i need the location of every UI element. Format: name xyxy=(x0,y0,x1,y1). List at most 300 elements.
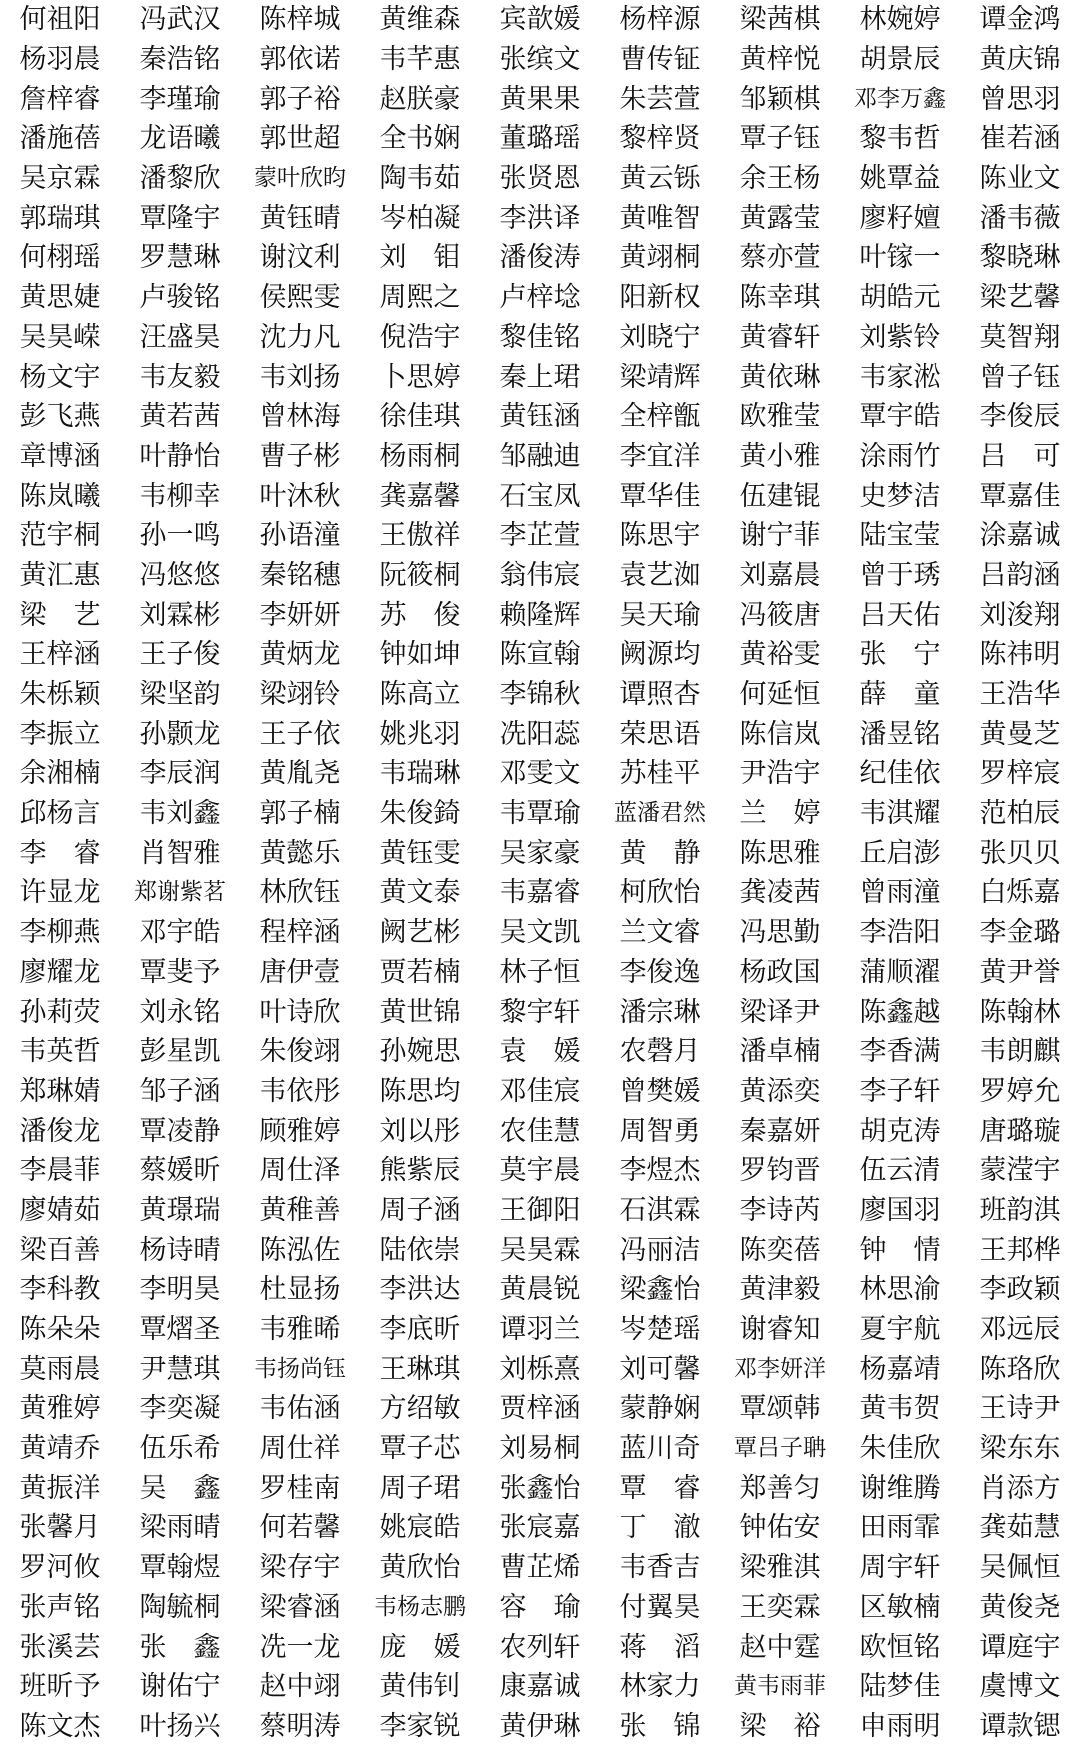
name-cell: 陈思宇 xyxy=(619,520,701,552)
name-cell: 潘昱铭 xyxy=(859,718,941,750)
name-cell: 刘以彤 xyxy=(379,1115,461,1147)
name-cell: 肖添方 xyxy=(979,1472,1061,1504)
name-cell: 肖智雅 xyxy=(139,837,221,869)
name-cell: 谢维腾 xyxy=(859,1472,941,1504)
name-cell: 梁坚韵 xyxy=(139,679,221,711)
name-cell: 农佳慧 xyxy=(499,1115,581,1147)
name-cell: 杨嘉靖 xyxy=(859,1353,941,1385)
name-cell: 黄唯智 xyxy=(619,202,701,234)
name-cell: 邹颖棋 xyxy=(739,83,821,115)
name-cell: 韦扬尚钰 xyxy=(254,1355,346,1382)
name-cell: 黄津毅 xyxy=(739,1274,821,1306)
name-cell: 章博涵 xyxy=(19,440,101,472)
name-cell: 蔡亦萱 xyxy=(739,242,821,274)
name-cell: 梁茜棋 xyxy=(739,4,821,36)
name-cell: 胡皓元 xyxy=(859,282,941,314)
name-cell: 李明昊 xyxy=(139,1274,221,1306)
name-cell: 唐璐璇 xyxy=(979,1115,1061,1147)
name-cell: 覃翰煜 xyxy=(139,1552,221,1584)
name-cell: 李俊辰 xyxy=(979,401,1061,433)
name-cell: 黄翊桐 xyxy=(619,242,701,274)
name-cell: 杜显扬 xyxy=(259,1274,341,1306)
name-cell: 董璐瑶 xyxy=(499,123,581,155)
name-cell: 伍建锟 xyxy=(739,480,821,512)
name-cell: 杨羽晨 xyxy=(19,44,101,76)
name-cell: 韦杨志鹏 xyxy=(374,1593,466,1620)
name-cell: 蒋 滔 xyxy=(619,1631,701,1663)
name-cell: 庞 媛 xyxy=(379,1631,461,1663)
name-cell: 黄文泰 xyxy=(379,877,461,909)
name-cell: 杨梓源 xyxy=(619,4,701,36)
name-cell: 朱芸萱 xyxy=(619,83,701,115)
name-cell: 潘韦薇 xyxy=(979,202,1061,234)
name-cell: 周熙之 xyxy=(379,282,461,314)
name-cell: 朱栎颖 xyxy=(19,679,101,711)
name-cell: 欧恒铭 xyxy=(859,1631,941,1663)
name-cell: 刘永铭 xyxy=(139,996,221,1028)
name-cell: 曹子彬 xyxy=(259,440,341,472)
name-cell: 吴佩恒 xyxy=(979,1552,1061,1584)
name-cell: 范宇桐 xyxy=(19,520,101,552)
name-cell: 赖隆辉 xyxy=(499,599,581,631)
name-cell: 蒲顺濯 xyxy=(859,956,941,988)
name-cell: 冼一龙 xyxy=(259,1631,341,1663)
name-cell: 班韵淇 xyxy=(979,1194,1061,1226)
name-cell: 罗钧晋 xyxy=(739,1155,821,1187)
name-cell: 阳新权 xyxy=(619,282,701,314)
name-cell: 程梓涵 xyxy=(259,917,341,949)
name-cell: 伍乐希 xyxy=(139,1433,221,1465)
name-cell: 孙语潼 xyxy=(259,520,341,552)
name-cell: 阙艺彬 xyxy=(379,917,461,949)
name-cell: 曾子钰 xyxy=(979,361,1061,393)
name-cell: 王子俊 xyxy=(139,639,221,671)
name-cell: 李奕凝 xyxy=(139,1393,221,1425)
name-cell: 蓝川奇 xyxy=(619,1433,701,1465)
name-cell: 吴天瑜 xyxy=(619,599,701,631)
name-cell: 王傲祥 xyxy=(379,520,461,552)
name-cell: 黄钰雯 xyxy=(379,837,461,869)
name-cell: 曹芷烯 xyxy=(499,1552,581,1584)
name-cell: 蔡明涛 xyxy=(259,1710,341,1742)
name-cell: 邓宇皓 xyxy=(139,917,221,949)
name-cell: 吴昊嵘 xyxy=(19,321,101,353)
name-cell: 陈高立 xyxy=(379,679,461,711)
name-cell: 黄韦贺 xyxy=(859,1393,941,1425)
name-cell: 张缤文 xyxy=(499,44,581,76)
name-cell: 兰文睿 xyxy=(619,917,701,949)
name-cell: 李柳燕 xyxy=(19,917,101,949)
name-cell: 吴 鑫 xyxy=(139,1472,221,1504)
name-cell: 黄庆锦 xyxy=(979,44,1061,76)
name-cell: 陈业文 xyxy=(979,163,1061,195)
name-cell: 梁鑫怡 xyxy=(619,1274,701,1306)
name-cell: 黄露莹 xyxy=(739,202,821,234)
name-cell: 张馨月 xyxy=(19,1512,101,1544)
name-cell: 刘霖彬 xyxy=(139,599,221,631)
name-cell: 方绍敏 xyxy=(379,1393,461,1425)
name-cell: 周宇轩 xyxy=(859,1552,941,1584)
name-cell: 蒙叶欣昀 xyxy=(254,165,346,192)
name-cell: 韦嘉睿 xyxy=(499,877,581,909)
name-cell: 黄俊尧 xyxy=(979,1591,1061,1623)
name-cell: 黄靖乔 xyxy=(19,1433,101,1465)
name-cell: 陈泓佐 xyxy=(259,1234,341,1266)
name-cell: 郑谢紫茗 xyxy=(134,879,226,906)
name-cell: 曹传钲 xyxy=(619,44,701,76)
name-cell: 陆梦佳 xyxy=(859,1671,941,1703)
name-cell: 刘嘉晨 xyxy=(739,559,821,591)
name-cell: 农列轩 xyxy=(499,1631,581,1663)
name-cell: 陈宣翰 xyxy=(499,639,581,671)
name-cell: 邓李万鑫 xyxy=(854,85,946,112)
name-cell: 黄 静 xyxy=(619,837,701,869)
name-cell: 梁靖辉 xyxy=(619,361,701,393)
name-cell: 阙源均 xyxy=(619,639,701,671)
name-cell: 邱杨言 xyxy=(19,798,101,830)
name-cell: 柯欣怡 xyxy=(619,877,701,909)
name-cell: 张贝贝 xyxy=(979,837,1061,869)
name-cell: 刘浚翔 xyxy=(979,599,1061,631)
name-cell: 黄果果 xyxy=(499,83,581,115)
name-cell: 刘可馨 xyxy=(619,1353,701,1385)
name-cell: 黄汇惠 xyxy=(19,559,101,591)
name-cell: 梁 艺 xyxy=(19,599,101,631)
name-cell: 杨文宇 xyxy=(19,361,101,393)
name-cell: 卢梓埝 xyxy=(499,282,581,314)
name-cell: 杨政国 xyxy=(739,956,821,988)
name-cell: 陈珞欣 xyxy=(979,1353,1061,1385)
name-cell: 朱佳欣 xyxy=(859,1433,941,1465)
name-cell: 熊紫辰 xyxy=(379,1155,461,1187)
name-cell: 李底昕 xyxy=(379,1314,461,1346)
name-cell: 黄睿轩 xyxy=(739,321,821,353)
name-cell: 李科教 xyxy=(19,1274,101,1306)
name-cell: 秦嘉妍 xyxy=(739,1115,821,1147)
name-cell: 秦铭穗 xyxy=(259,559,341,591)
name-cell: 林家力 xyxy=(619,1671,701,1703)
name-cell: 沈力凡 xyxy=(259,321,341,353)
name-cell: 薛 童 xyxy=(859,679,941,711)
name-cell: 覃斐予 xyxy=(139,956,221,988)
name-cell: 梁睿涵 xyxy=(259,1591,341,1623)
name-cell: 赵中霆 xyxy=(739,1631,821,1663)
name-cell: 翁伟宸 xyxy=(499,559,581,591)
name-cell: 梁 裕 xyxy=(739,1710,821,1742)
name-cell: 邓雯文 xyxy=(499,758,581,790)
name-cell: 覃嘉佳 xyxy=(979,480,1061,512)
name-cell: 兰 婷 xyxy=(739,798,821,830)
name-cell: 阮筱桐 xyxy=(379,559,461,591)
name-cell: 陆依崇 xyxy=(379,1234,461,1266)
name-cell: 孙莉荧 xyxy=(19,996,101,1028)
name-cell: 容 瑜 xyxy=(499,1591,581,1623)
name-cell: 孙一鸣 xyxy=(139,520,221,552)
name-cell: 廖婧茹 xyxy=(19,1194,101,1226)
name-cell: 黄胤尧 xyxy=(259,758,341,790)
name-cell: 王子依 xyxy=(259,718,341,750)
name-cell: 吕天佑 xyxy=(859,599,941,631)
name-cell: 卜思婷 xyxy=(379,361,461,393)
name-cell: 郭子楠 xyxy=(259,798,341,830)
name-cell: 黄尹誉 xyxy=(979,956,1061,988)
name-cell: 杨雨桐 xyxy=(379,440,461,472)
name-cell: 余湘楠 xyxy=(19,758,101,790)
name-cell: 秦浩铭 xyxy=(139,44,221,76)
name-cell: 岑楚瑶 xyxy=(619,1314,701,1346)
name-cell: 杨诗晴 xyxy=(139,1234,221,1266)
name-cell: 姚覃益 xyxy=(859,163,941,195)
name-cell: 欧雅莹 xyxy=(739,401,821,433)
name-cell: 彭飞燕 xyxy=(19,401,101,433)
name-cell: 李辰润 xyxy=(139,758,221,790)
name-cell: 陈奕蓓 xyxy=(739,1234,821,1266)
name-cell: 邓远辰 xyxy=(979,1314,1061,1346)
name-cell: 李晨菲 xyxy=(19,1155,101,1187)
name-cell: 林子恒 xyxy=(499,956,581,988)
name-cell: 林婉婷 xyxy=(859,4,941,36)
name-cell: 梁艺馨 xyxy=(979,282,1061,314)
name-cell: 尹慧琪 xyxy=(139,1353,221,1385)
name-cell: 蒙滢宇 xyxy=(979,1155,1061,1187)
name-cell: 韦刘鑫 xyxy=(139,798,221,830)
name-cell: 彭星凯 xyxy=(139,1036,221,1068)
name-cell: 王邦桦 xyxy=(979,1234,1061,1266)
name-cell: 黄维森 xyxy=(379,4,461,36)
name-cell: 韦佑涵 xyxy=(259,1393,341,1425)
name-cell: 丁 澈 xyxy=(619,1512,701,1544)
name-cell: 侯熙雯 xyxy=(259,282,341,314)
name-cell: 曾樊媛 xyxy=(619,1075,701,1107)
name-cell: 顾雅婷 xyxy=(259,1115,341,1147)
name-cell: 王诗尹 xyxy=(979,1393,1061,1425)
name-cell: 覃华佳 xyxy=(619,480,701,512)
name-cell: 韦雅晞 xyxy=(259,1314,341,1346)
name-cell: 韦友毅 xyxy=(139,361,221,393)
name-cell: 蒙静娴 xyxy=(619,1393,701,1425)
name-cell: 全梓甑 xyxy=(619,401,701,433)
name-cell: 张 鑫 xyxy=(139,1631,221,1663)
name-cell: 李香满 xyxy=(859,1036,941,1068)
name-cell: 孙婉思 xyxy=(379,1036,461,1068)
name-cell: 冯丽洁 xyxy=(619,1234,701,1266)
name-cell: 潘施蓓 xyxy=(19,123,101,155)
name-cell: 黄钰晴 xyxy=(259,202,341,234)
name-cell: 张宸嘉 xyxy=(499,1512,581,1544)
name-cell: 黎韦哲 xyxy=(859,123,941,155)
name-cell: 黄若茜 xyxy=(139,401,221,433)
name-cell: 梁百善 xyxy=(19,1234,101,1266)
name-cell: 冯筱唐 xyxy=(739,599,821,631)
name-cell: 吴文凯 xyxy=(499,917,581,949)
name-cell: 黄炳龙 xyxy=(259,639,341,671)
name-cell: 冯悠悠 xyxy=(139,559,221,591)
name-cell: 康嘉诚 xyxy=(499,1671,581,1703)
name-cell: 黄雅婷 xyxy=(19,1393,101,1425)
name-cell: 梁翊铃 xyxy=(259,679,341,711)
name-cell: 覃隆宇 xyxy=(139,202,221,234)
name-cell: 余王杨 xyxy=(739,163,821,195)
name-cell: 陈祎明 xyxy=(979,639,1061,671)
name-cell: 覃凌静 xyxy=(139,1115,221,1147)
name-cell: 廖耀龙 xyxy=(19,956,101,988)
name-cell: 韦英哲 xyxy=(19,1036,101,1068)
name-cell: 陈鑫越 xyxy=(859,996,941,1028)
name-cell: 陈思雅 xyxy=(739,837,821,869)
name-cell: 李金璐 xyxy=(979,917,1061,949)
name-cell: 梁存宇 xyxy=(259,1552,341,1584)
name-cell: 李煜杰 xyxy=(619,1155,701,1187)
name-cell: 黄思婕 xyxy=(19,282,101,314)
name-cell: 黄钰涵 xyxy=(499,401,581,433)
name-cell: 冯思勤 xyxy=(739,917,821,949)
name-cell: 梁译尹 xyxy=(739,996,821,1028)
name-cell: 刘晓宁 xyxy=(619,321,701,353)
name-cell: 黄欣怡 xyxy=(379,1552,461,1584)
name-cell: 李浩阳 xyxy=(859,917,941,949)
name-cell: 詹梓睿 xyxy=(19,83,101,115)
name-cell: 黄伟钊 xyxy=(379,1671,461,1703)
name-cell: 潘卓楠 xyxy=(739,1036,821,1068)
name-cell: 岑柏凝 xyxy=(379,202,461,234)
name-cell: 徐佳琪 xyxy=(379,401,461,433)
name-cell: 黄云铄 xyxy=(619,163,701,195)
name-cell: 尹浩宇 xyxy=(739,758,821,790)
name-cell: 吴家豪 xyxy=(499,837,581,869)
name-cell: 石淇霖 xyxy=(619,1194,701,1226)
name-cell: 朱俊錡 xyxy=(379,798,461,830)
name-cell: 李俊逸 xyxy=(619,956,701,988)
name-cell: 郑善匀 xyxy=(739,1472,821,1504)
name-cell: 黄韦雨菲 xyxy=(734,1673,826,1700)
name-cell: 何延恒 xyxy=(739,679,821,711)
name-cell: 姚兆羽 xyxy=(379,718,461,750)
name-cell: 王奕霖 xyxy=(739,1591,821,1623)
name-cell: 覃子芯 xyxy=(379,1433,461,1465)
name-cell: 覃宇皓 xyxy=(859,401,941,433)
name-cell: 刘栎熹 xyxy=(499,1353,581,1385)
name-cell: 谢宁菲 xyxy=(739,520,821,552)
name-cell: 纪佳依 xyxy=(859,758,941,790)
name-cell: 陈朵朵 xyxy=(19,1314,101,1346)
name-cell: 韦柳幸 xyxy=(139,480,221,512)
name-cell: 朱俊翊 xyxy=(259,1036,341,1068)
name-cell: 陈思均 xyxy=(379,1075,461,1107)
name-cell: 张 锦 xyxy=(619,1710,701,1742)
name-cell: 农磬月 xyxy=(619,1036,701,1068)
name-cell: 莫宇晨 xyxy=(499,1155,581,1187)
name-cell: 范柏辰 xyxy=(979,798,1061,830)
name-cell: 黄曼芝 xyxy=(979,718,1061,750)
name-cell: 黎晓琳 xyxy=(979,242,1061,274)
name-cell: 吕 可 xyxy=(979,440,1061,472)
name-cell: 龚凌茜 xyxy=(739,877,821,909)
name-cell: 黄世锦 xyxy=(379,996,461,1028)
name-cell: 荣思语 xyxy=(619,718,701,750)
name-cell: 黄懿乐 xyxy=(259,837,341,869)
name-cell: 钟 情 xyxy=(859,1234,941,1266)
name-cell: 李洪达 xyxy=(379,1274,461,1306)
name-cell: 苏 俊 xyxy=(379,599,461,631)
name-cell: 李瑾瑜 xyxy=(139,83,221,115)
name-cell: 覃吕子聃 xyxy=(734,1435,826,1462)
name-cell: 李宜洋 xyxy=(619,440,701,472)
name-cell: 刘易桐 xyxy=(499,1433,581,1465)
name-cell: 韦覃瑜 xyxy=(499,798,581,830)
name-cell: 谭金鸿 xyxy=(979,4,1061,36)
name-cell: 石宝凤 xyxy=(499,480,581,512)
name-cell: 黎佳铭 xyxy=(499,321,581,353)
name-cell: 张鑫怡 xyxy=(499,1472,581,1504)
name-cell: 韦瑞琳 xyxy=(379,758,461,790)
name-cell: 邹子涵 xyxy=(139,1075,221,1107)
name-cell: 何祖阳 xyxy=(19,4,101,36)
name-cell: 谭款锶 xyxy=(979,1710,1061,1742)
name-cell: 曾于琇 xyxy=(859,559,941,591)
name-cell: 韦香吉 xyxy=(619,1552,701,1584)
name-cell: 袁艺洳 xyxy=(619,559,701,591)
name-cell: 李振立 xyxy=(19,718,101,750)
name-cell: 胡景辰 xyxy=(859,44,941,76)
name-cell: 伍云清 xyxy=(859,1155,941,1187)
name-cell: 陆宝莹 xyxy=(859,520,941,552)
name-cell: 周子涵 xyxy=(379,1194,461,1226)
name-cell: 蔡媛昕 xyxy=(139,1155,221,1187)
name-cell: 卢骏铭 xyxy=(139,282,221,314)
name-cell: 李政颖 xyxy=(979,1274,1061,1306)
name-cell: 冯武汉 xyxy=(139,4,221,36)
name-cell: 钟佑安 xyxy=(739,1512,821,1544)
name-cell: 史梦洁 xyxy=(859,480,941,512)
name-cell: 涂雨竹 xyxy=(859,440,941,472)
name-cell: 贾若楠 xyxy=(379,956,461,988)
name-cell: 郭依诺 xyxy=(259,44,341,76)
name-cell: 周子珺 xyxy=(379,1472,461,1504)
name-cell: 郑琳婧 xyxy=(19,1075,101,1107)
name-cell: 王御阳 xyxy=(499,1194,581,1226)
name-cell: 叶诗欣 xyxy=(259,996,341,1028)
name-cell: 周智勇 xyxy=(619,1115,701,1147)
name-cell: 黎宇轩 xyxy=(499,996,581,1028)
name-cell: 李洪译 xyxy=(499,202,581,234)
name-cell: 何栩瑶 xyxy=(19,242,101,274)
name-cell: 陶韦茹 xyxy=(379,163,461,195)
name-cell: 陈文杰 xyxy=(19,1710,101,1742)
name-cell: 黄晨锐 xyxy=(499,1274,581,1306)
name-cell: 汪盛昊 xyxy=(139,321,221,353)
name-cell: 陶毓桐 xyxy=(139,1591,221,1623)
name-cell: 韦刘扬 xyxy=(259,361,341,393)
name-cell: 谭庭宇 xyxy=(979,1631,1061,1663)
name-cell: 黄稚善 xyxy=(259,1194,341,1226)
name-cell: 许显龙 xyxy=(19,877,101,909)
name-cell: 韦朗麒 xyxy=(979,1036,1061,1068)
name-cell: 蓝潘君然 xyxy=(614,800,706,827)
name-cell: 罗婷允 xyxy=(979,1075,1061,1107)
name-cell: 梁雨晴 xyxy=(139,1512,221,1544)
name-cell: 龚嘉馨 xyxy=(379,480,461,512)
name-cell: 李诗芮 xyxy=(739,1194,821,1226)
name-cell: 罗梓宸 xyxy=(979,758,1061,790)
name-cell: 覃 睿 xyxy=(619,1472,701,1504)
name-cell: 秦上珺 xyxy=(499,361,581,393)
name-cell: 陈梓城 xyxy=(259,4,341,36)
name-cell: 刘紫铃 xyxy=(859,321,941,353)
name-cell: 李子轩 xyxy=(859,1075,941,1107)
name-cell: 罗河攸 xyxy=(19,1552,101,1584)
name-cell: 张贤恩 xyxy=(499,163,581,195)
name-cell: 陈信岚 xyxy=(739,718,821,750)
